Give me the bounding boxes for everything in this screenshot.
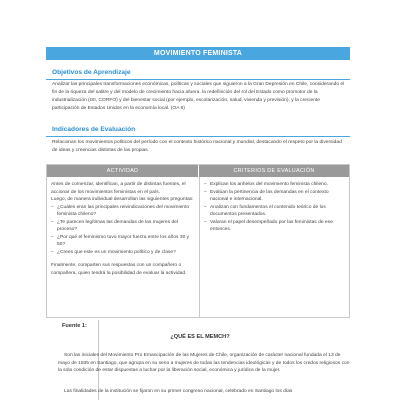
source-paragraph-2: Las finalidades de la institución se fijaron en su primer congreso nacional, celebrado en Santiago los días (64, 389, 293, 394)
activity-intro: Antes de comenzar, identifican, a partir de distintas fuentes, el accionar de los movimientos feministas en el país. (51, 182, 186, 195)
objetivos-heading: Objetivos de Aprendizaje (52, 69, 131, 76)
source-label: Fuente 1: (62, 323, 87, 329)
list-item: – Evalúan la pertinencia de las demandas en el contexto nacional e internacional. (204, 189, 329, 202)
criteria-cell (204, 181, 347, 234)
source-paragraph-1: Son las iniciales del Movimiento Pro Emancipación de las Mujeres de Chile, organización de carácter nacional fundada el 13 de mayo de 1935 en Santiago, que agrupa en su seno a mujeres de todas las tendencias ideológicas y de todos los credos religiosos con la sola condición de estar dispuestas a luchar por la liberación social, económica y jurídica de la mujer. (58, 353, 350, 373)
list-item: – Explican los anhelos del movimiento feminista chileno. (204, 182, 328, 187)
objetivos-rule (46, 79, 350, 80)
column-divider (199, 177, 200, 318)
indicadores-text: Relacionan los movimientos políticos del período con el contexto histórico nacional y mundial, destacando el respeto por la diversidad de ideas y creencias distintas de las propias. (52, 140, 342, 153)
activity-questions-intro: Luego, de manera individual desarrollan las siguientes preguntas: (51, 197, 194, 202)
list-item: – ¿Te parecen legítimas las demandas de las mujeres del proceso? (51, 219, 178, 232)
criteria-column-header: CRITERIOS DE EVALUACIÓN (199, 165, 349, 177)
list-item: – Analizan con fundamentos el contenido teórico de los documentos presentados. (204, 204, 326, 217)
list-item: – Valoran el papel desempeñado por las feministas de ese entonces. (204, 219, 333, 232)
activity-cell (51, 181, 195, 277)
activity-table (46, 164, 350, 318)
list-item: – ¿Por qué el feminismo tuvo mayor fuerza entre los años 30 y 50? (51, 234, 190, 247)
activity-column-header: ACTIVIDAD (47, 165, 199, 177)
indicadores-heading: Indicadores de Evaluación (52, 126, 136, 133)
list-item: – ¿Crees que este es un movimiento político y de clase? (51, 249, 176, 255)
source-title: ¿QUÉ ES EL MEMCH? (170, 334, 230, 340)
activity-final: Finalmente, comparten sus respuestas con un compañero o compañera, quien tendrá la posibilidad de evaluar la actividad. (51, 263, 187, 276)
section-banner: MOVIMIENTO FEMINISTA (46, 47, 350, 60)
indicadores-rule (46, 136, 350, 137)
list-item: – ¿Cuáles eran las principales reivindicaciones del movimiento feminista chileno? (51, 204, 190, 217)
objetivos-text: Analizar las principales transformaciones económicas, políticas y sociales que siguieron a la Gran Depresión en Chile, considerando el fin de la riqueza del salitre y del modelo de crecimiento hacia afuera, la redefinición del rol del Estado como promotor de la industrialización (ISI, CORFO) y del bienestar social (por ejemplo, escolarización, salud, vivienda y previsión), y la creciente participación de Estados Unidos en la economía local. (OA 6) (52, 82, 345, 111)
